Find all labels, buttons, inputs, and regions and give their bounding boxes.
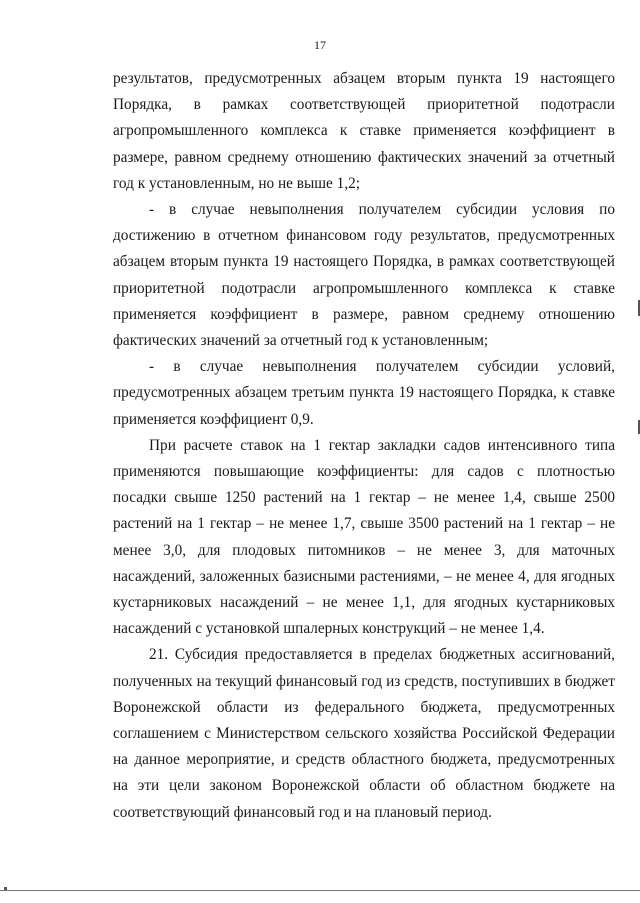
- bottom-rule: [0, 890, 640, 891]
- paragraph: результатов, предусмотренных абзацем вторым пункта 19 настоящего Порядка, в рамках соответствующей приоритетной подотрасли агропромышленного комплекса к ставке применяется коэффициент в размере, равном среднему отношению фактических значений за отчетный год к установленным, но не выше 1,2;: [113, 70, 615, 192]
- document-body: [113, 66, 615, 826]
- paragraph: - в случае невыполнения получателем субсидии условия по достижению в отчетном финансовом году результатов, предусмотренных абзацем вторым пункта 19 настоящего Порядка, в рамках соответствующей приоритетной подотрасли агропромышленного комплекса к ставке применяется коэффициент в размере, равном среднему отношению фактических значений за отчетный год к установленным;: [113, 201, 615, 350]
- paragraph: - в случае невыполнения получателем субсидии условий, предусмотренных абзацем третьим пункта 19 настоящего Порядка, к ставке применяется коэффициент 0,9.: [113, 358, 615, 428]
- paragraph: 21. Субсидия предоставляется в пределах бюджетных ассигнований, полученных на текущий финансовый год из средств, поступивших в бюджет Воронежской области из федерального бюджета, предусмотренных соглашением с Министерством сельского хозяйства Российской Федерации на данное мероприятие, и средств областного бюджета, предусмотренных на эти цели законом Воронежской области об областном бюджете на соответствующий финансовый год и на плановый период.: [113, 646, 615, 821]
- corner-mark: [4, 887, 7, 890]
- paragraph: При расчете ставок на 1 гектар закладки садов интенсивного типа применяются повышающие коэффициенты: для садов с плотностью посадки свыше 1250 растений на 1 гектар – не менее 1,4, свыше 2500 растений на 1 гектар – не менее 1,7, свыше 3500 растений на 1 гектар – не менее 3,0, для плодовых питомников – не менее 3, для маточных насаждений, заложенных базисными растениями, – не менее 4, для ягодных кустарниковых насаждений – не менее 1,1, для ягодных кустарниковых насаждений с установкой шпалерных конструкций – не менее 1,4.: [113, 436, 615, 638]
- page-number: 17: [314, 38, 326, 52]
